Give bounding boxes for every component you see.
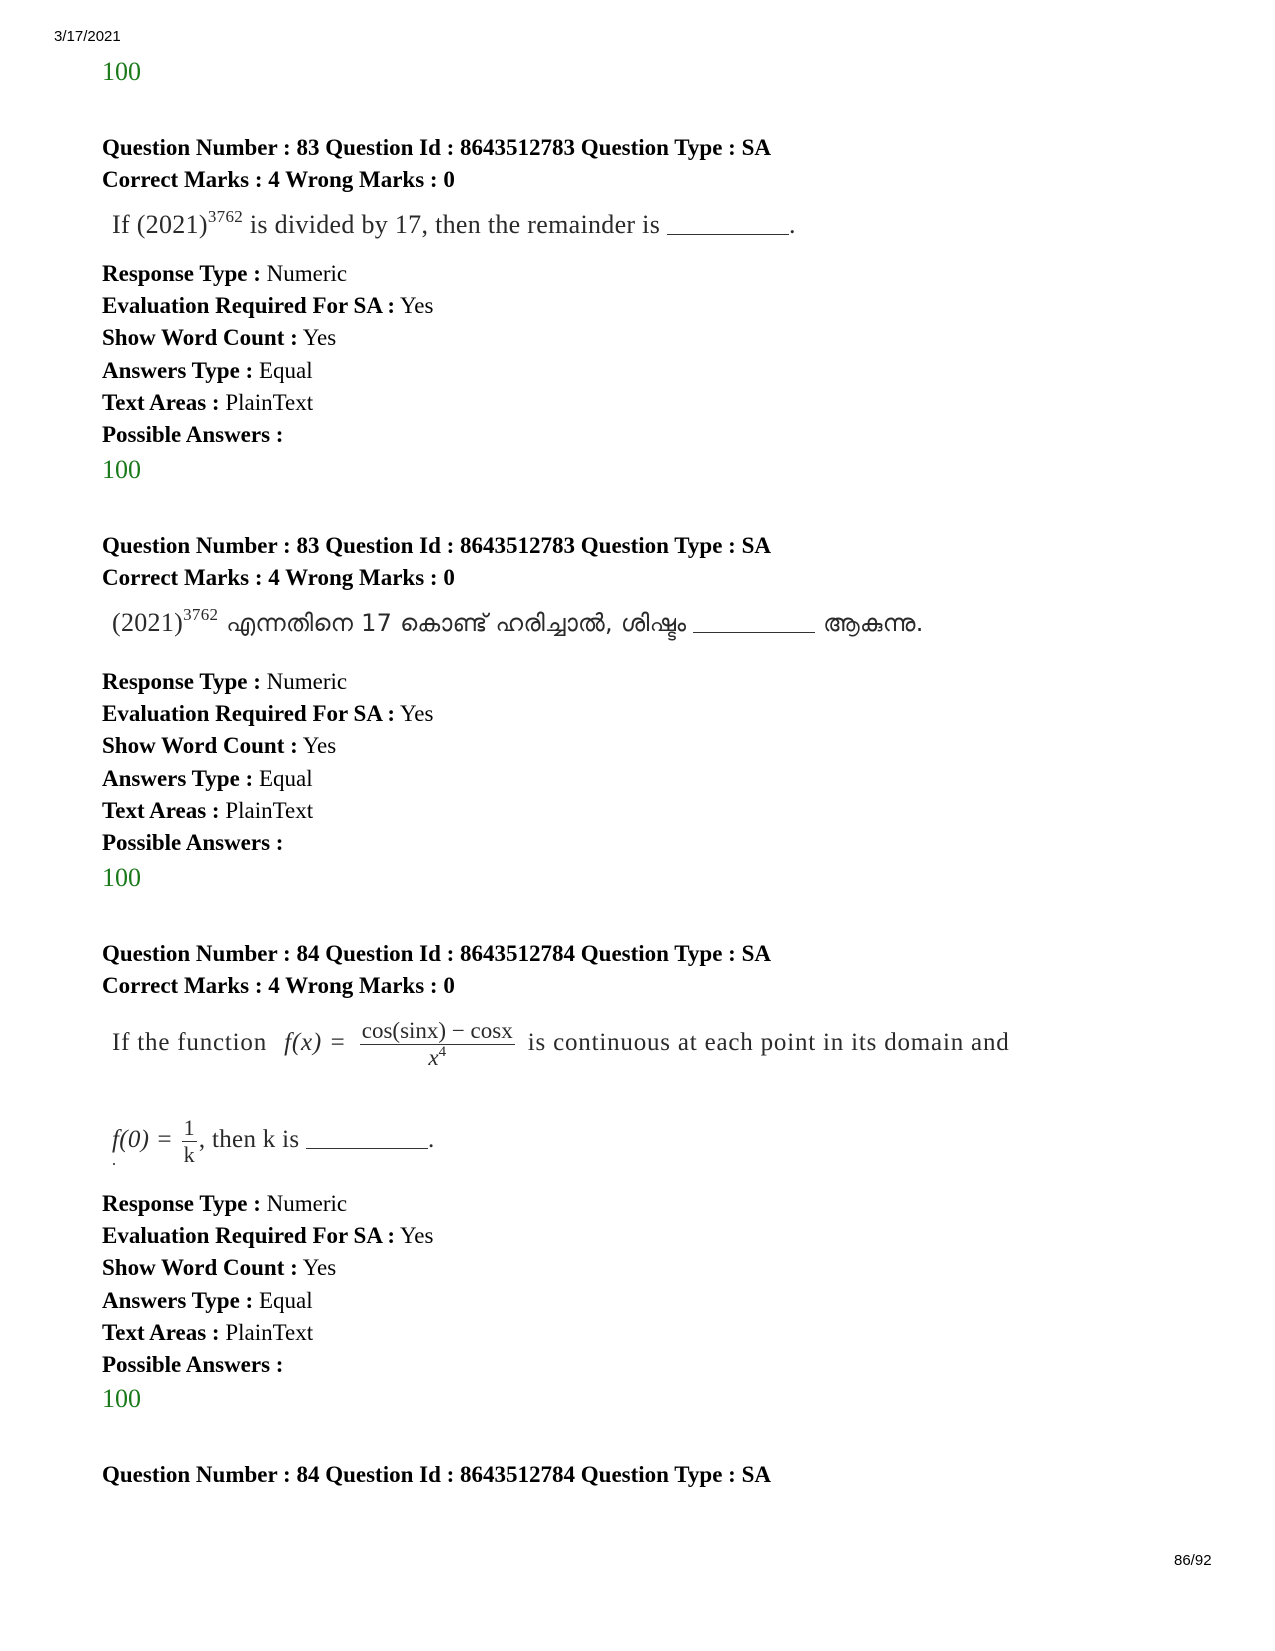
question-text-line-1 bbox=[112, 1018, 1010, 1071]
field-value: Equal bbox=[258, 766, 313, 791]
possible-answer-value: 100 bbox=[102, 1384, 141, 1413]
field-value: PlainText bbox=[225, 798, 314, 823]
question-text-body: is continuous at each point in its domain and bbox=[527, 1029, 1010, 1057]
field-value: Equal bbox=[258, 1288, 313, 1313]
field-value: PlainText bbox=[225, 390, 314, 415]
question-text-prefix: (2021) bbox=[112, 608, 184, 637]
field-value: Yes bbox=[400, 701, 434, 726]
field-value: Numeric bbox=[266, 669, 348, 694]
field-value: Yes bbox=[400, 1223, 434, 1248]
f0-fraction bbox=[182, 1115, 197, 1168]
function-fraction bbox=[360, 1018, 515, 1071]
question-text-body: is divided by 17, then the remainder is bbox=[243, 210, 661, 239]
question-marks: Correct Marks : 4 Wrong Marks : 0 bbox=[102, 167, 455, 192]
question-text-prefix: If (2021) bbox=[112, 210, 208, 239]
field-value: Numeric bbox=[266, 261, 348, 286]
word-count-row bbox=[102, 1254, 336, 1282]
field-label: Answers Type : bbox=[102, 358, 254, 383]
possible-answers-label: Possible Answers : bbox=[102, 1352, 284, 1377]
question-header: Question Number : 84 Question Id : 8643512784 Question Type : SA bbox=[102, 1462, 771, 1487]
question-text-body: എന്നതിനെ 17 കൊണ്ട് ഹരിച്ചാൽ, ശിഷ്ടം bbox=[218, 609, 687, 637]
page-number: 86/92 bbox=[1174, 1552, 1212, 1569]
question-text-body: , then k is bbox=[198, 1126, 300, 1154]
question-marks: Correct Marks : 4 Wrong Marks : 0 bbox=[102, 973, 455, 998]
evaluation-row bbox=[102, 700, 433, 728]
field-label: Response Type : bbox=[102, 1191, 261, 1216]
question-text-prefix: If the function bbox=[112, 1029, 268, 1057]
field-label: Show Word Count : bbox=[102, 1255, 298, 1280]
question-text-end: . bbox=[788, 210, 796, 239]
text-areas-row bbox=[102, 797, 313, 825]
possible-answers-label: Possible Answers : bbox=[102, 830, 284, 855]
question-exponent: 3762 bbox=[183, 605, 219, 624]
possible-answer-value: 100 bbox=[102, 455, 141, 484]
question-marks: Correct Marks : 4 Wrong Marks : 0 bbox=[102, 565, 455, 590]
question-text bbox=[112, 605, 924, 638]
field-value: PlainText bbox=[225, 1320, 314, 1345]
field-label: Response Type : bbox=[102, 261, 261, 286]
response-type-row bbox=[102, 668, 347, 696]
text-areas-row bbox=[102, 1319, 313, 1347]
field-label: Evaluation Required For SA : bbox=[102, 293, 396, 318]
field-value: Numeric bbox=[266, 1191, 348, 1216]
field-value: Yes bbox=[302, 733, 337, 758]
possible-answer-value: 100 bbox=[102, 863, 141, 892]
word-count-row bbox=[102, 732, 336, 760]
field-label: Answers Type : bbox=[102, 766, 254, 791]
response-type-row bbox=[102, 260, 347, 288]
field-label: Answers Type : bbox=[102, 1288, 254, 1313]
question-text-line-2 bbox=[112, 1115, 435, 1168]
question-text-end: ആകുന്നു. bbox=[815, 609, 924, 637]
field-label: Response Type : bbox=[102, 669, 261, 694]
field-label: Text Areas : bbox=[102, 798, 220, 823]
denominator-base: x bbox=[428, 1045, 439, 1070]
field-value: Equal bbox=[258, 358, 313, 383]
field-value: Yes bbox=[302, 325, 337, 350]
field-label: Evaluation Required For SA : bbox=[102, 1223, 396, 1248]
possible-answers-label: Possible Answers : bbox=[102, 422, 284, 447]
field-label: Show Word Count : bbox=[102, 325, 298, 350]
evaluation-row bbox=[102, 292, 433, 320]
fraction-denominator: k bbox=[183, 1142, 195, 1167]
field-label: Show Word Count : bbox=[102, 733, 298, 758]
answers-type-row bbox=[102, 765, 313, 793]
answer-blank bbox=[667, 214, 789, 235]
answers-type-row bbox=[102, 357, 313, 385]
fraction-numerator: cos(sinx) − cosx bbox=[361, 1018, 513, 1043]
response-type-row bbox=[102, 1190, 347, 1218]
answer-blank bbox=[306, 1128, 428, 1149]
question-text-end: . bbox=[428, 1126, 435, 1154]
answers-type-row bbox=[102, 1287, 313, 1315]
question-header: Question Number : 83 Question Id : 8643512783 Question Type : SA bbox=[102, 135, 771, 160]
question-text bbox=[112, 207, 796, 240]
answer-blank bbox=[693, 612, 815, 633]
f0-lhs: f(0) = bbox=[112, 1126, 174, 1154]
field-label: Evaluation Required For SA : bbox=[102, 701, 396, 726]
field-value: Yes bbox=[400, 293, 434, 318]
field-label: Text Areas : bbox=[102, 1320, 220, 1345]
evaluation-row bbox=[102, 1222, 433, 1250]
function-lhs: f(x) = bbox=[284, 1029, 347, 1057]
field-value: Yes bbox=[302, 1255, 337, 1280]
possible-answer-value: 100 bbox=[102, 57, 141, 86]
question-header: Question Number : 84 Question Id : 8643512784 Question Type : SA bbox=[102, 941, 771, 966]
question-header: Question Number : 83 Question Id : 8643512783 Question Type : SA bbox=[102, 533, 771, 558]
word-count-row bbox=[102, 324, 336, 352]
fraction-numerator: 1 bbox=[183, 1115, 195, 1140]
print-date: 3/17/2021 bbox=[54, 28, 121, 45]
question-exponent: 3762 bbox=[207, 207, 244, 226]
fraction-denominator bbox=[360, 1045, 515, 1071]
denominator-exponent: 4 bbox=[438, 1044, 447, 1060]
text-areas-row bbox=[102, 389, 313, 417]
field-label: Text Areas : bbox=[102, 390, 220, 415]
